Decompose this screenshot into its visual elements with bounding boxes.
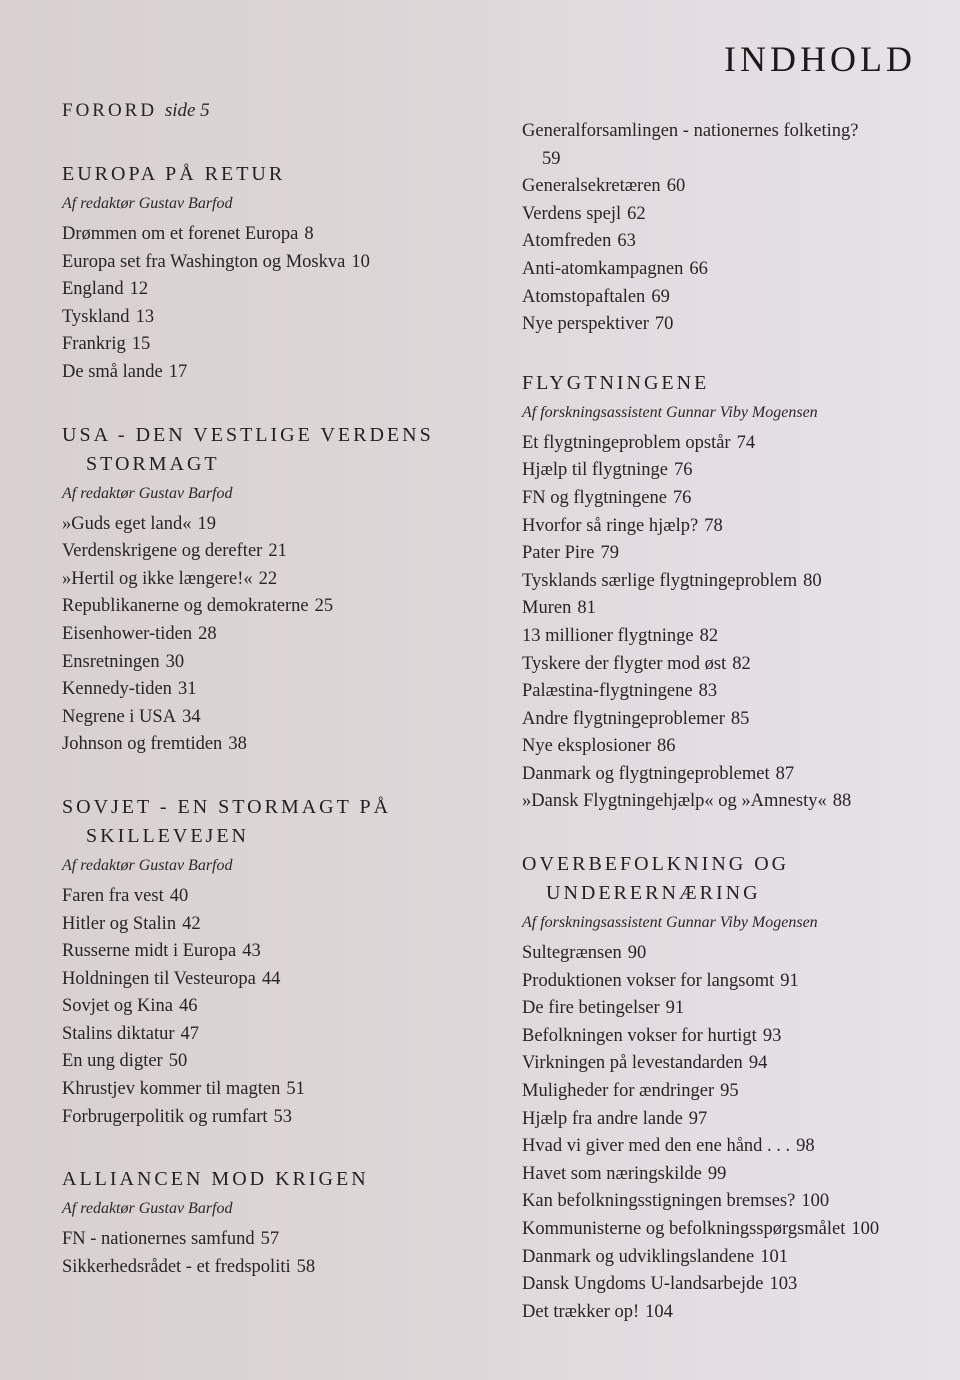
toc-section [62, 421, 482, 759]
toc-entry [522, 1078, 942, 1106]
toc-entry [522, 1023, 942, 1051]
entry-page-number: 40 [169, 885, 189, 906]
entry-page-number: 42 [182, 913, 201, 934]
entry-title: Nye perspektiver [522, 314, 649, 335]
section-entries [62, 883, 482, 1131]
section-heading [62, 421, 482, 479]
entry-page-number: 51 [286, 1079, 305, 1100]
toc-entry [62, 276, 482, 304]
entry-title: Tyskere der flygter mod øst [522, 653, 727, 674]
entry-title: Johnson og fremtiden [62, 734, 223, 755]
entry-title: Kan befolkningsstigningen bremses? [522, 1191, 796, 1212]
entry-title: Faren fra vest [62, 885, 164, 906]
toc-entry [522, 1106, 942, 1134]
toc-entry [522, 430, 942, 458]
entry-page-number: 15 [131, 334, 151, 355]
section-entries [522, 430, 942, 816]
entry-page-number: 30 [165, 651, 185, 672]
entry-title: Verdenskrigene og derefter [62, 541, 263, 562]
toc-entry [522, 228, 942, 256]
section-author: Af forskningsassistent Gunnar Viby Mogensen [522, 914, 818, 932]
entry-title: Det trækker op! [522, 1301, 640, 1322]
toc-entry [522, 256, 942, 284]
entry-page-number: 53 [273, 1106, 293, 1127]
entry-page-number: 69 [651, 286, 670, 307]
entry-title: Stalins diktatur [62, 1023, 175, 1044]
entry-title: FN - nationernes samfund [62, 1229, 255, 1250]
section-author: Af forskningsassistent Gunnar Viby Mogensen [522, 403, 818, 421]
toc-entry [62, 221, 482, 249]
entry-page-number: 82 [732, 653, 751, 674]
entry-title: Atomfreden [522, 231, 612, 252]
toc-section [522, 369, 942, 816]
toc-entry [522, 513, 942, 541]
toc-entry [62, 649, 482, 677]
entry-title: Sovjet og Kina [62, 996, 173, 1017]
toc-entry [522, 651, 942, 679]
entry-title: Drømmen om et forenet Europa [62, 224, 299, 244]
entry-page-number: 83 [698, 681, 718, 702]
toc-entry [62, 621, 482, 649]
section-heading [522, 369, 942, 398]
toc-entry [522, 485, 942, 513]
entry-title: Hitler og Stalin [62, 913, 177, 934]
toc-entry [522, 706, 942, 734]
right-column [522, 118, 942, 1360]
section-author: Af redaktør Gustav Barfod [62, 195, 233, 212]
toc-entry [62, 511, 482, 539]
entry-title: Kennedy-tiden [62, 679, 172, 700]
entry-page-number: 50 [168, 1051, 188, 1072]
entry-title: Khrustjev kommer til magten [62, 1079, 281, 1100]
section-entries [522, 940, 942, 1326]
toc-entry [62, 938, 482, 966]
entry-page-number: 63 [617, 231, 636, 252]
forord-label: FORORD [62, 100, 158, 121]
entry-page-number: 93 [762, 1025, 782, 1046]
toc-entry [522, 733, 942, 761]
toc-entry [62, 538, 482, 566]
entry-page-number: 62 [627, 203, 646, 224]
toc-entry [62, 731, 482, 759]
entry-page-number: 25 [314, 596, 334, 617]
toc-entry [522, 995, 942, 1023]
entry-title: Negrene i USA [62, 706, 177, 727]
entry-page-number: 58 [296, 1256, 316, 1277]
entry-page-number: 80 [803, 570, 822, 591]
entry-page-number: 79 [600, 543, 619, 564]
entry-page-number: 103 [769, 1274, 798, 1295]
toc-entry [62, 993, 482, 1021]
entry-title: Pater Pire [522, 543, 595, 564]
entry-title: England [62, 279, 124, 300]
section-heading-line: FLYGTNINGENE [522, 371, 710, 394]
entry-page-number: 78 [704, 515, 723, 536]
entry-page-number: 95 [720, 1081, 739, 1102]
entry-page-number: 59 [542, 148, 561, 169]
entry-page-number: 47 [180, 1023, 200, 1044]
entry-title: Republikanerne og demokraterne [62, 596, 309, 617]
toc-entry [62, 249, 482, 277]
section-heading [522, 850, 942, 908]
left-column [62, 100, 482, 1315]
entry-page-number: 44 [261, 968, 281, 989]
entry-title: Virkningen på levestandarden [522, 1053, 743, 1074]
left-sections [62, 160, 482, 1281]
toc-entry [62, 1021, 482, 1049]
entry-page-number: 87 [775, 763, 795, 784]
section-heading-line: EUROPA PÅ RETUR [62, 163, 286, 185]
entry-page-number: 91 [780, 970, 799, 991]
section-heading [62, 1165, 482, 1194]
toc-entry [522, 284, 942, 312]
toc-entry [522, 1299, 942, 1327]
toc-entry [522, 1216, 942, 1244]
toc-entry [522, 595, 942, 623]
entry-page-number: 91 [665, 998, 685, 1019]
toc-entry [62, 676, 482, 704]
entry-title: Atomstopaftalen [522, 286, 646, 307]
entry-title: Russerne midt i Europa [62, 941, 237, 962]
entry-title: Forbrugerpolitik og rumfart [62, 1106, 268, 1127]
section-entries [62, 511, 482, 759]
entry-title: Tysklands særlige flygtningeproblem [522, 570, 798, 591]
entry-page-number: 90 [627, 943, 647, 964]
entry-page-number: 81 [577, 598, 596, 619]
forord-page: side 5 [164, 100, 210, 121]
entry-page-number: 19 [197, 513, 216, 534]
section-heading [62, 793, 482, 851]
entry-title: Muren [522, 598, 572, 619]
entry-title: Sikkerhedsrådet - et fredspoliti [62, 1256, 291, 1277]
section-heading-line: STORMAGT [86, 452, 220, 475]
toc-entry [522, 623, 942, 651]
toc-entry [522, 1271, 942, 1299]
toc-entry [62, 966, 482, 994]
entry-title: Generalsekretæren [522, 176, 661, 197]
toc-entry [522, 1244, 942, 1272]
entry-title: 13 millioner flygtninge [522, 625, 694, 646]
entry-page-number: 10 [351, 251, 370, 272]
entry-title: Verdens spejl [522, 203, 622, 224]
entry-title: Sultegrænsen [522, 943, 622, 964]
entry-page-number: 12 [129, 279, 149, 300]
entry-title: Et flygtningeproblem opstår [522, 432, 731, 453]
toc-section [522, 850, 942, 1326]
toc-entry [522, 540, 942, 568]
entry-title: Hjælp til flygtninge [522, 460, 668, 481]
entry-page-number: 100 [851, 1219, 880, 1239]
entry-title: Muligheder for ændringer [522, 1081, 715, 1102]
entry-title: Kommunisterne og befolkningsspørgsmålet [522, 1219, 846, 1239]
toc-entry [62, 883, 482, 911]
entry-page-number: 60 [666, 176, 686, 197]
entry-page-number: 101 [760, 1246, 788, 1267]
entry-title: »Guds eget land« [62, 513, 192, 534]
entry-page-number: 86 [656, 736, 676, 757]
entry-page-number: 43 [242, 941, 261, 962]
entry-page-number: 94 [748, 1053, 768, 1074]
entry-page-number: 82 [699, 625, 719, 646]
section-heading-line: SKILLEVEJEN [86, 824, 249, 847]
entry-title: Hjælp fra andre lande [522, 1108, 683, 1129]
section-heading-line: OVERBEFOLKNING OG [522, 853, 790, 876]
toc-entry [522, 1133, 942, 1161]
entry-page-number: 76 [673, 460, 693, 481]
section-heading-line: SOVJET - EN STORMAGT PÅ [62, 795, 392, 818]
toc-entry [62, 1226, 482, 1254]
toc-entry [522, 1188, 942, 1216]
toc-entry [62, 1076, 482, 1104]
entry-title: FN og flygtningene [522, 487, 667, 508]
entry-page-number: 98 [796, 1136, 815, 1157]
entry-title: Danmark og udviklingslandene [522, 1246, 755, 1267]
entry-title: Europa set fra Washington og Moskva [62, 251, 346, 272]
toc-entry [522, 118, 942, 173]
section-entries [62, 221, 482, 387]
entry-page-number: 97 [688, 1108, 708, 1129]
entry-title: Nye eksplosioner [522, 736, 651, 757]
toc-entry [62, 911, 482, 939]
toc-entry [62, 359, 482, 387]
entry-title: De fire betingelser [522, 998, 660, 1019]
toc-entry [62, 566, 482, 594]
entry-page-number: 46 [179, 996, 198, 1017]
toc-entry [522, 1161, 942, 1189]
section-entries [62, 1226, 482, 1281]
toc-entry [522, 457, 942, 485]
right-top-entries [522, 118, 942, 339]
entry-page-number: 88 [832, 791, 852, 812]
entry-title: Eisenhower-tiden [62, 623, 193, 644]
entry-title: Holdningen til Vesteuropa [62, 968, 256, 989]
entry-title: Danmark og flygtningeproblemet [522, 763, 770, 784]
toc-entry [62, 331, 482, 359]
section-heading-line: UNDERERNÆRING [546, 882, 761, 905]
entry-page-number: 57 [260, 1229, 280, 1250]
section-heading [62, 160, 482, 189]
entry-page-number: 21 [268, 541, 287, 562]
entry-page-number: 74 [736, 432, 756, 453]
entry-title: Andre flygtningeproblemer [522, 708, 725, 729]
toc-entry [522, 201, 942, 229]
toc-entry [62, 1254, 482, 1282]
toc-entry [522, 788, 942, 816]
entry-page-number: 17 [168, 361, 188, 382]
toc-entry [522, 940, 942, 968]
entry-title: Hvorfor så ringe hjælp? [522, 515, 699, 536]
entry-page-number: 13 [135, 306, 155, 327]
section-author: Af redaktør Gustav Barfod [62, 856, 233, 874]
section-heading-line: USA - DEN VESTLIGE VERDENS [62, 423, 434, 446]
entry-page-number: 70 [654, 314, 674, 335]
toc-entry [62, 593, 482, 621]
entry-title: Produktionen vokser for langsomt [522, 970, 775, 991]
entry-page-number: 34 [182, 706, 201, 727]
entry-page-number: 31 [177, 679, 197, 700]
section-author: Af redaktør Gustav Barfod [62, 1200, 233, 1218]
entry-title: Befolkningen vokser for hurtigt [522, 1025, 757, 1046]
entry-title: Anti-atomkampagnen [522, 258, 684, 279]
toc-entry [522, 1050, 942, 1078]
forord-line [62, 100, 482, 122]
toc-entry [62, 1104, 482, 1132]
entry-title: »Dansk Flygtningehjælp« og »Amnesty« [522, 791, 827, 812]
toc-entry [62, 1048, 482, 1076]
entry-title: Dansk Ungdoms U-landsarbejde [522, 1274, 764, 1295]
toc-entry [62, 304, 482, 332]
entry-title: En ung digter [62, 1051, 163, 1072]
toc-section [62, 160, 482, 387]
page-title: INDHOLD [724, 39, 916, 80]
toc-section [62, 1165, 482, 1281]
entry-page-number: 85 [730, 708, 750, 729]
toc-entry [522, 568, 942, 596]
section-heading-line: ALLIANCEN MOD KRIGEN [62, 1168, 369, 1191]
entry-title: Generalforsamlingen - nationernes folketing? [522, 121, 859, 141]
toc-section [62, 793, 482, 1131]
toc-entry [62, 704, 482, 732]
entry-title: Havet som næringskilde [522, 1163, 702, 1184]
toc-entry [522, 173, 942, 201]
entry-page-number: 38 [228, 734, 247, 755]
toc-entry [522, 311, 942, 339]
entry-title: Palæstina-flygtningene [522, 681, 693, 702]
toc-entry [522, 678, 942, 706]
entry-page-number: 100 [801, 1191, 830, 1212]
section-author: Af redaktør Gustav Barfod [62, 484, 233, 502]
entry-page-number: 22 [258, 568, 278, 589]
entry-title: Frankrig [62, 334, 126, 355]
entry-title: Ensretningen [62, 651, 160, 672]
entry-title: Hvad vi giver med den ene hånd . . . [522, 1136, 791, 1157]
entry-page-number: 99 [707, 1163, 727, 1184]
toc-entry [522, 968, 942, 996]
toc-entry [522, 761, 942, 789]
entry-page-number: 28 [198, 623, 217, 644]
entry-title: Tyskland [62, 306, 130, 327]
entry-page-number: 8 [304, 224, 314, 244]
right-sections [522, 369, 942, 1327]
entry-page-number: 104 [645, 1301, 673, 1322]
entry-title: »Hertil og ikke længere!« [62, 568, 253, 589]
entry-page-number: 66 [689, 258, 708, 279]
entry-page-number: 76 [672, 487, 692, 508]
entry-title: De små lande [62, 361, 163, 382]
